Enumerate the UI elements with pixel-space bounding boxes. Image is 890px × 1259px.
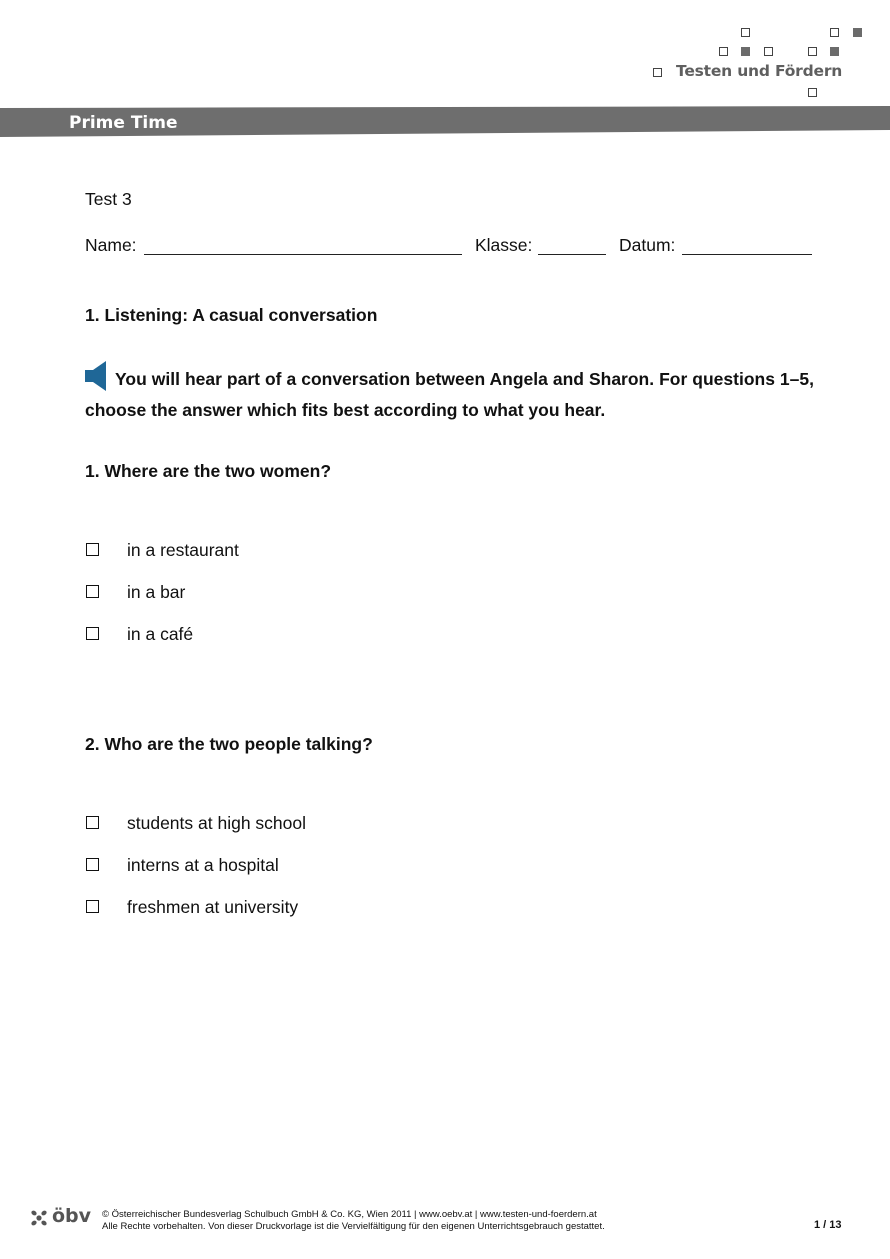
publisher-logo: öbv bbox=[52, 1205, 92, 1227]
publisher-mark-icon bbox=[29, 1209, 49, 1227]
class-field[interactable] bbox=[538, 254, 606, 255]
name-label: Name: bbox=[85, 235, 137, 255]
option-checkbox[interactable] bbox=[86, 627, 99, 640]
logo-square bbox=[808, 47, 817, 56]
section-heading: 1. Listening: A casual conversation bbox=[85, 305, 378, 325]
instruction-body: You will hear part of a conversation between Angela and Sharon. For questions 1–5, choose the answer which fits best according to what you hear. bbox=[85, 369, 814, 420]
logo-square bbox=[764, 47, 773, 56]
logo-square bbox=[808, 88, 817, 97]
option-checkbox[interactable] bbox=[86, 816, 99, 829]
question-1-prompt: 1. Where are the two women? bbox=[85, 461, 332, 481]
logo-square bbox=[830, 47, 839, 56]
option-label: in a restaurant bbox=[127, 540, 239, 560]
test-title: Test 3 bbox=[85, 189, 132, 209]
instruction-text bbox=[85, 364, 814, 426]
name-field[interactable] bbox=[144, 254, 462, 255]
logo-square bbox=[719, 47, 728, 56]
date-field[interactable] bbox=[682, 254, 812, 255]
question-2-prompt: 2. Who are the two people talking? bbox=[85, 734, 373, 754]
date-label: Datum: bbox=[619, 235, 676, 255]
class-label: Klasse: bbox=[475, 235, 533, 255]
option-checkbox[interactable] bbox=[86, 900, 99, 913]
logo-square bbox=[741, 28, 750, 37]
logo-square bbox=[653, 68, 662, 77]
header-title: Prime Time bbox=[69, 113, 178, 133]
option-label: students at high school bbox=[127, 813, 307, 833]
option-label: freshmen at university bbox=[127, 897, 299, 917]
option-checkbox[interactable] bbox=[86, 858, 99, 871]
footer-rights: Alle Rechte vorbehalten. Von dieser Druckvorlage ist die Vervielfältigung für den eigenen Unterrichtsgebrauch gestattet. bbox=[102, 1221, 605, 1232]
option-label: in a bar bbox=[127, 582, 186, 602]
logo-square bbox=[830, 28, 839, 37]
page-number: 1 / 13 bbox=[814, 1219, 842, 1231]
logo-square bbox=[853, 28, 862, 37]
logo-square bbox=[741, 47, 750, 56]
option-checkbox[interactable] bbox=[86, 543, 99, 556]
option-label: interns at a hospital bbox=[127, 855, 279, 875]
option-label: in a café bbox=[127, 624, 194, 644]
option-checkbox[interactable] bbox=[86, 585, 99, 598]
brand-name: Testen und Fördern bbox=[676, 62, 843, 80]
footer-copyright: © Österreichischer Bundesverlag Schulbuch GmbH & Co. KG, Wien 2011 | www.oebv.at | www.testen-und-foerdern.at bbox=[102, 1209, 597, 1220]
